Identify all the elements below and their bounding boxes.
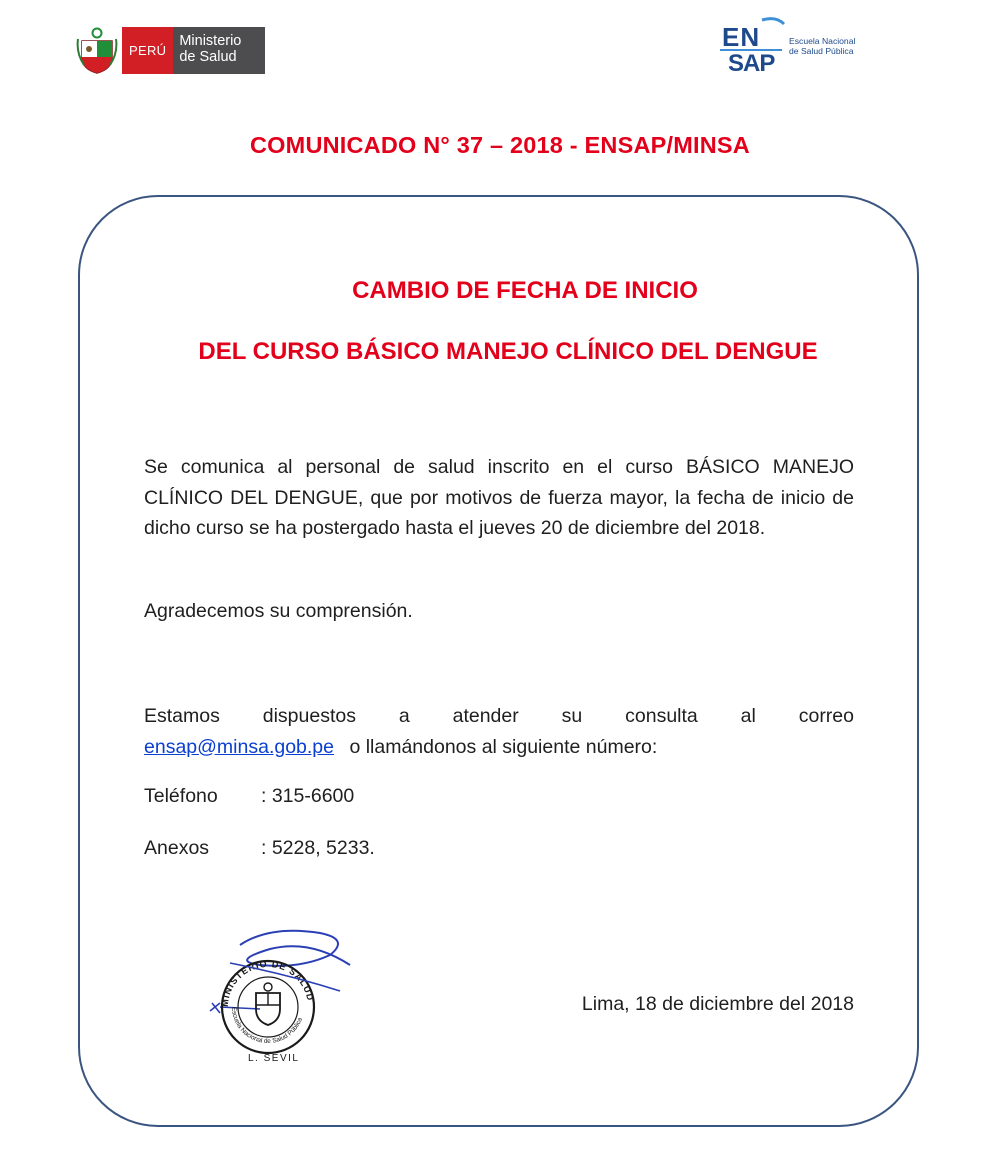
- stamp-lower-text: Escuela Nacional de Salud Pública: [229, 1006, 304, 1046]
- svg-text:EN: EN: [722, 22, 761, 52]
- ensap-name-line-1: Escuela Nacional: [789, 36, 856, 46]
- subtitle-line-1: CAMBIO DE FECHA DE INICIO: [352, 277, 698, 304]
- email-link[interactable]: ensap@minsa.gob.pe: [144, 735, 335, 758]
- stamp-ring-text: MINISTERIO DE SALUD: [219, 958, 316, 1008]
- annex-label: Anexos: [144, 837, 210, 859]
- phone-label: Teléfono: [144, 785, 218, 807]
- annex-line: [144, 837, 375, 860]
- document-title: COMUNICADO N° 37 – 2018 - ENSAP/MINSA: [250, 132, 750, 158]
- peru-coat-of-arms-icon: [76, 27, 118, 74]
- thanks-paragraph: Agradecemos su comprensión.: [144, 600, 413, 622]
- signer-name: L. SEVIL: [248, 1053, 300, 1064]
- minsa-logo: [76, 27, 265, 74]
- contact-paragraph: [144, 701, 854, 762]
- svg-text:Escuela Nacional de Salud Públ: [230, 1007, 304, 1045]
- place-date: Lima, 18 de diciembre del 2018: [581, 993, 854, 1015]
- main-paragraph: Se comunica al personal de salud inscrito en el curso BÁSICO MANEJO CLÍNICO DEL DENGUE, que por motivos de fuerza mayor, la fecha de inicio de dicho curso se ha postergado hasta el jueves 20 de diciembre del 2018.: [144, 456, 854, 539]
- svg-text:SAP: SAP: [728, 50, 775, 76]
- ministry-label: [173, 27, 265, 74]
- peru-label: PERÚ: [122, 27, 173, 74]
- stamp-shield-icon: [256, 983, 280, 1025]
- contact-outro: o llamándonos al siguiente número:: [349, 735, 658, 758]
- annex-value: : 5228, 5233.: [261, 837, 375, 859]
- phone-value: : 315-6600: [261, 785, 355, 807]
- signature-stamp: [200, 925, 375, 1065]
- ensap-name-line-2: de Salud Pública: [789, 46, 854, 56]
- ministry-line-2: de Salud: [179, 49, 237, 65]
- ensap-mark-icon: [718, 16, 790, 76]
- ensap-name: [789, 36, 885, 56]
- contact-intro: Estamos dispuestos a atender su consulta al correo: [144, 705, 854, 727]
- ensap-logo: [718, 16, 883, 76]
- phone-line: [144, 785, 354, 808]
- ministry-line-1: Ministerio: [179, 33, 242, 49]
- subtitle-line-2: DEL CURSO BÁSICO MANEJO CLÍNICO DEL DENGUE: [198, 338, 818, 365]
